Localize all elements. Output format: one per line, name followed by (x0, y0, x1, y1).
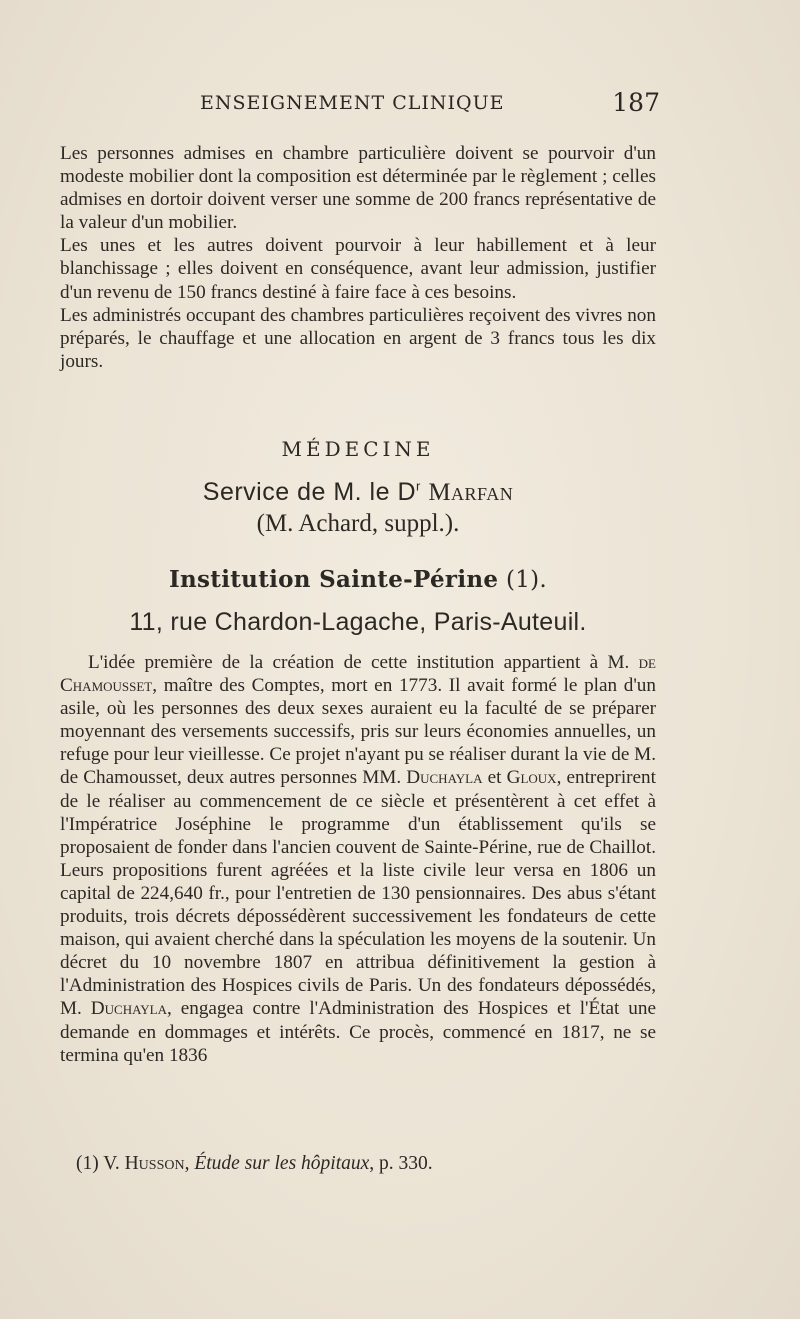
service-prefix: Service de M. le D (202, 478, 417, 506)
person-name: Gloux (506, 767, 557, 789)
intro-paragraph: Les unes et les autres doivent pourvoir à leur habillement et à leur blanchissage ; elles doivent en conséquence, avant leur admission, justifier d'un revenu de 150 francs destiné à faire face à ces besoins. (60, 235, 656, 303)
footnote (76, 1153, 656, 1175)
footnote-page: , p. 330. (369, 1153, 433, 1174)
text-run: , engagea contre l'Administration des Hospices et l'État une demande en dommages et intérêts. Ce procès, commencé en 1817, ne se termina qu'en 1836 (60, 998, 657, 1066)
intro-text (60, 142, 656, 373)
substitute-line: (M. Achard, suppl.). (256, 510, 460, 537)
footnote-author: Husson (124, 1153, 185, 1174)
service-name: Marfan (428, 479, 514, 506)
text-run: L'idée première de la création de cette institution appartient à M. (88, 652, 639, 673)
institution-address: 11, rue Chardon-Lagache, Paris-Auteuil. (129, 608, 587, 636)
footnote-work: Étude sur les hôpitaux (194, 1153, 370, 1174)
section-heading: MÉDECINE (281, 437, 435, 461)
institution-heading (60, 566, 656, 593)
running-head (200, 88, 660, 122)
text-run: , entreprirent de le réaliser au commencement de ce siècle et présentèrent à cet effet à l'Impératrice Joséphine le programme d'un établissement qu'ils se proposaient de fonder dans l'ancien couvent de Sainte-Périne, rue de Chaillot. Leurs propositions furent agréées et la liste civile leur versa en 1806 un capital de 224,640 fr., pour l'entretien de 130 pensionnaires. Des abus s'étant produits, trois décrets dépossédèrent successivement les fondateurs de cette maison, qui avaient cherché dans la spéculation les moyens de la soutenir. Un décret du 10 novembre 1807 en attribua définitivement la gestion à l'Administration des Hospices civils de Paris. Un des fondateurs dépossédés, M. (60, 767, 656, 1020)
footnote-sep: , (184, 1153, 195, 1174)
main-text (60, 651, 656, 1067)
text-run: et (482, 767, 507, 789)
institution-name: Institution Sainte-Périne (168, 566, 499, 593)
intro-paragraph: Les personnes admises en chambre particulière doivent se pourvoir d'un modeste mobilier dont la composition est déterminée par le règlement ; celles admises en dortoir doivent verser une somme de 200 francs représentative de la valeur d'un mobilier. (60, 143, 656, 234)
person-name: Duchayla (90, 998, 167, 1020)
person-name: de Chamousset (60, 652, 656, 697)
text-run: , maître des Comptes, mort en 1773. Il avait formé le plan d'un asile, où les personnes des deux sexes auraient eu la faculté de se préparer moyennant des versements successifs, pris sur leurs économies annuelles, un refuge pour leur vieillesse. Ce projet n'ayant pu se réaliser durant la vie de M. de Chamousset, deux autres personnes MM. (60, 675, 656, 789)
running-head-title: ENSEIGNEMENT CLINIQUE (200, 92, 505, 114)
service-heading (60, 478, 656, 507)
service-sup: r (416, 478, 421, 494)
intro-paragraph: Les administrés occupant des chambres particulières reçoivent des vivres non préparés, le chauffage et une allocation en argent de 3 francs tous les dix jours. (60, 304, 656, 372)
person-name: Duchayla (406, 767, 483, 789)
page-number: 187 (612, 88, 660, 117)
main-paragraph (60, 651, 656, 1067)
footnote-ref: (1). (498, 567, 548, 593)
footnote-marker: (1) V. (76, 1153, 125, 1174)
